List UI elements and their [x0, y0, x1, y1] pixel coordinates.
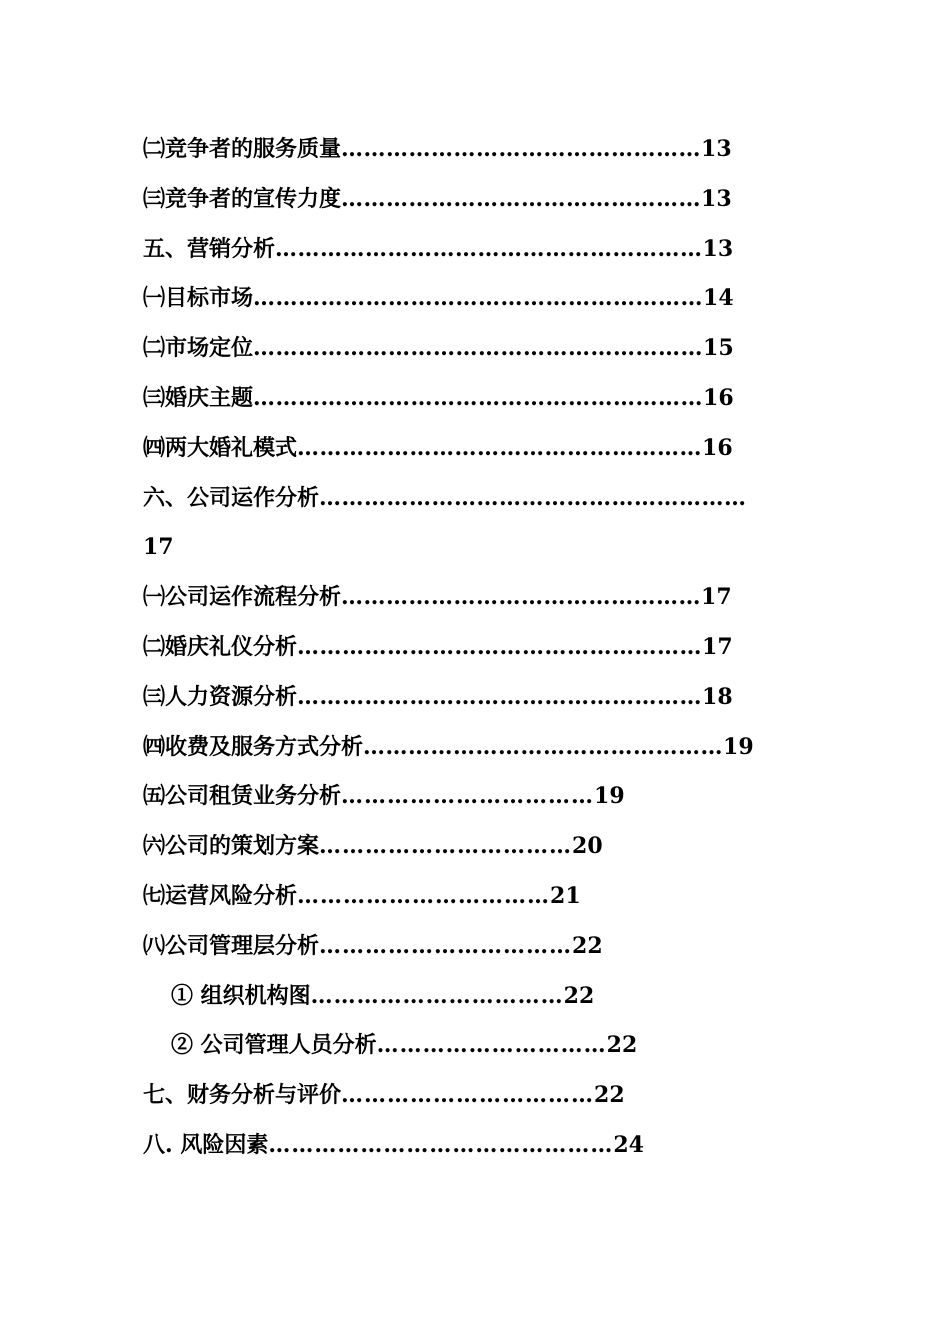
toc-leader-dots: ……………………………………………………	[253, 285, 704, 312]
toc-subentry[interactable]	[143, 1024, 823, 1074]
toc-page-number: 14	[703, 285, 734, 312]
toc-entry[interactable]	[143, 327, 823, 377]
toc-entry[interactable]	[143, 427, 823, 477]
toc-entry[interactable]	[143, 1124, 823, 1174]
toc-entry[interactable]	[143, 178, 823, 228]
toc-entry-title: ㈠目标市场	[143, 285, 254, 312]
toc-entry[interactable]	[143, 726, 823, 776]
toc-leader-dots: …………………………………………………	[275, 235, 703, 262]
toc-page-number: 22	[606, 1032, 638, 1059]
toc-leader-dots: ………………………………………………	[297, 683, 703, 710]
table-of-contents	[143, 128, 823, 1174]
toc-leader-dots: ……………………………	[297, 882, 551, 909]
toc-entry-title: ㈡婚庆礼仪分析	[143, 633, 298, 660]
toc-entry[interactable]	[143, 128, 823, 178]
toc-entry-title: ㈢人力资源分析	[143, 683, 298, 710]
toc-page-number: 13	[702, 235, 734, 262]
toc-entry[interactable]	[143, 775, 823, 825]
toc-page-number: 19	[594, 783, 625, 810]
toc-page-number: 17	[701, 584, 732, 611]
toc-page-number: 13	[701, 185, 732, 212]
toc-entry-title: ㈤公司租赁业务分析	[143, 783, 342, 810]
toc-entry[interactable]	[143, 925, 823, 975]
toc-entry-title: ① 组织机构图	[171, 982, 311, 1009]
toc-page-number: 16	[702, 434, 733, 461]
toc-leader-dots: ………………………………………………	[297, 434, 703, 461]
toc-entry-title: ㈠公司运作流程分析	[143, 584, 342, 611]
toc-page-number: 22	[563, 982, 595, 1009]
toc-page-number: 16	[703, 384, 734, 411]
toc-entry-title: ㈢婚庆主题	[143, 384, 254, 411]
toc-entry[interactable]	[143, 277, 823, 327]
toc-entry-title: 七、财务分析与评价	[143, 1082, 342, 1109]
toc-leader-dots: ……………………………………………………	[253, 384, 704, 411]
toc-leader-dots: …………………………………………	[363, 733, 724, 760]
toc-page-number: 22	[572, 932, 603, 959]
toc-leader-dots: …………………………………………………	[319, 484, 747, 511]
toc-leader-dots: ……………………………	[341, 783, 595, 810]
toc-entry[interactable]	[143, 477, 823, 527]
toc-leader-dots: …………………………………………	[341, 185, 702, 212]
toc-leader-dots: ………………………………………………	[297, 633, 703, 660]
toc-leader-dots: ……………………………	[310, 982, 564, 1009]
toc-entry-title: 六、公司运作分析	[143, 484, 320, 511]
toc-entry-title: 八. 风险因素	[143, 1131, 269, 1158]
toc-entry-title: ㈧公司管理层分析	[143, 932, 320, 959]
toc-leader-dots: …………………………	[376, 1032, 607, 1059]
toc-page-number: 24	[613, 1131, 644, 1158]
toc-page-number: 17	[143, 534, 174, 561]
toc-page-number: 15	[703, 335, 734, 362]
toc-leader-dots: …………………………………………	[341, 584, 702, 611]
toc-entry-continuation[interactable]	[143, 526, 823, 576]
toc-page-number: 19	[723, 733, 754, 760]
toc-entry[interactable]	[143, 576, 823, 626]
toc-leader-dots: ……………………………………………………	[253, 335, 704, 362]
toc-entry[interactable]	[143, 377, 823, 427]
toc-entry-title: ㈡市场定位	[143, 335, 254, 362]
toc-leader-dots: …………………………………………	[341, 136, 702, 162]
toc-entry-title: ㈢竞争者的宣传力度	[143, 185, 342, 212]
toc-entry-title: ㈦运营风险分析	[143, 882, 298, 909]
toc-entry[interactable]	[143, 626, 823, 676]
toc-entry[interactable]	[143, 825, 823, 875]
toc-entry-title: ㈣两大婚礼模式	[143, 434, 298, 461]
toc-page-number: 21	[550, 882, 581, 909]
toc-entry-title: ② 公司管理人员分析	[171, 1032, 377, 1059]
toc-entry-title: ㈥公司的策划方案	[143, 833, 320, 860]
toc-page-number: 13	[701, 136, 732, 162]
toc-entry-title: 五、营销分析	[143, 235, 276, 262]
toc-leader-dots: ……………………………	[319, 932, 573, 959]
toc-page-number: 18	[702, 683, 733, 710]
toc-entry-title: ㈡竞争者的服务质量	[143, 136, 342, 162]
toc-subentry[interactable]	[143, 975, 823, 1025]
toc-page-number: 20	[572, 833, 603, 860]
toc-entry-title: ㈣收费及服务方式分析	[143, 733, 364, 760]
toc-page-number: 22	[594, 1082, 625, 1109]
toc-leader-dots: ……………………………	[341, 1082, 595, 1109]
toc-page-number: 17	[702, 633, 733, 660]
toc-entry[interactable]	[143, 676, 823, 726]
toc-entry[interactable]	[143, 875, 823, 925]
toc-leader-dots: ………………………………………	[268, 1131, 614, 1158]
toc-entry[interactable]	[143, 1074, 823, 1124]
toc-leader-dots: ……………………………	[319, 833, 573, 860]
toc-entry[interactable]	[143, 228, 823, 278]
